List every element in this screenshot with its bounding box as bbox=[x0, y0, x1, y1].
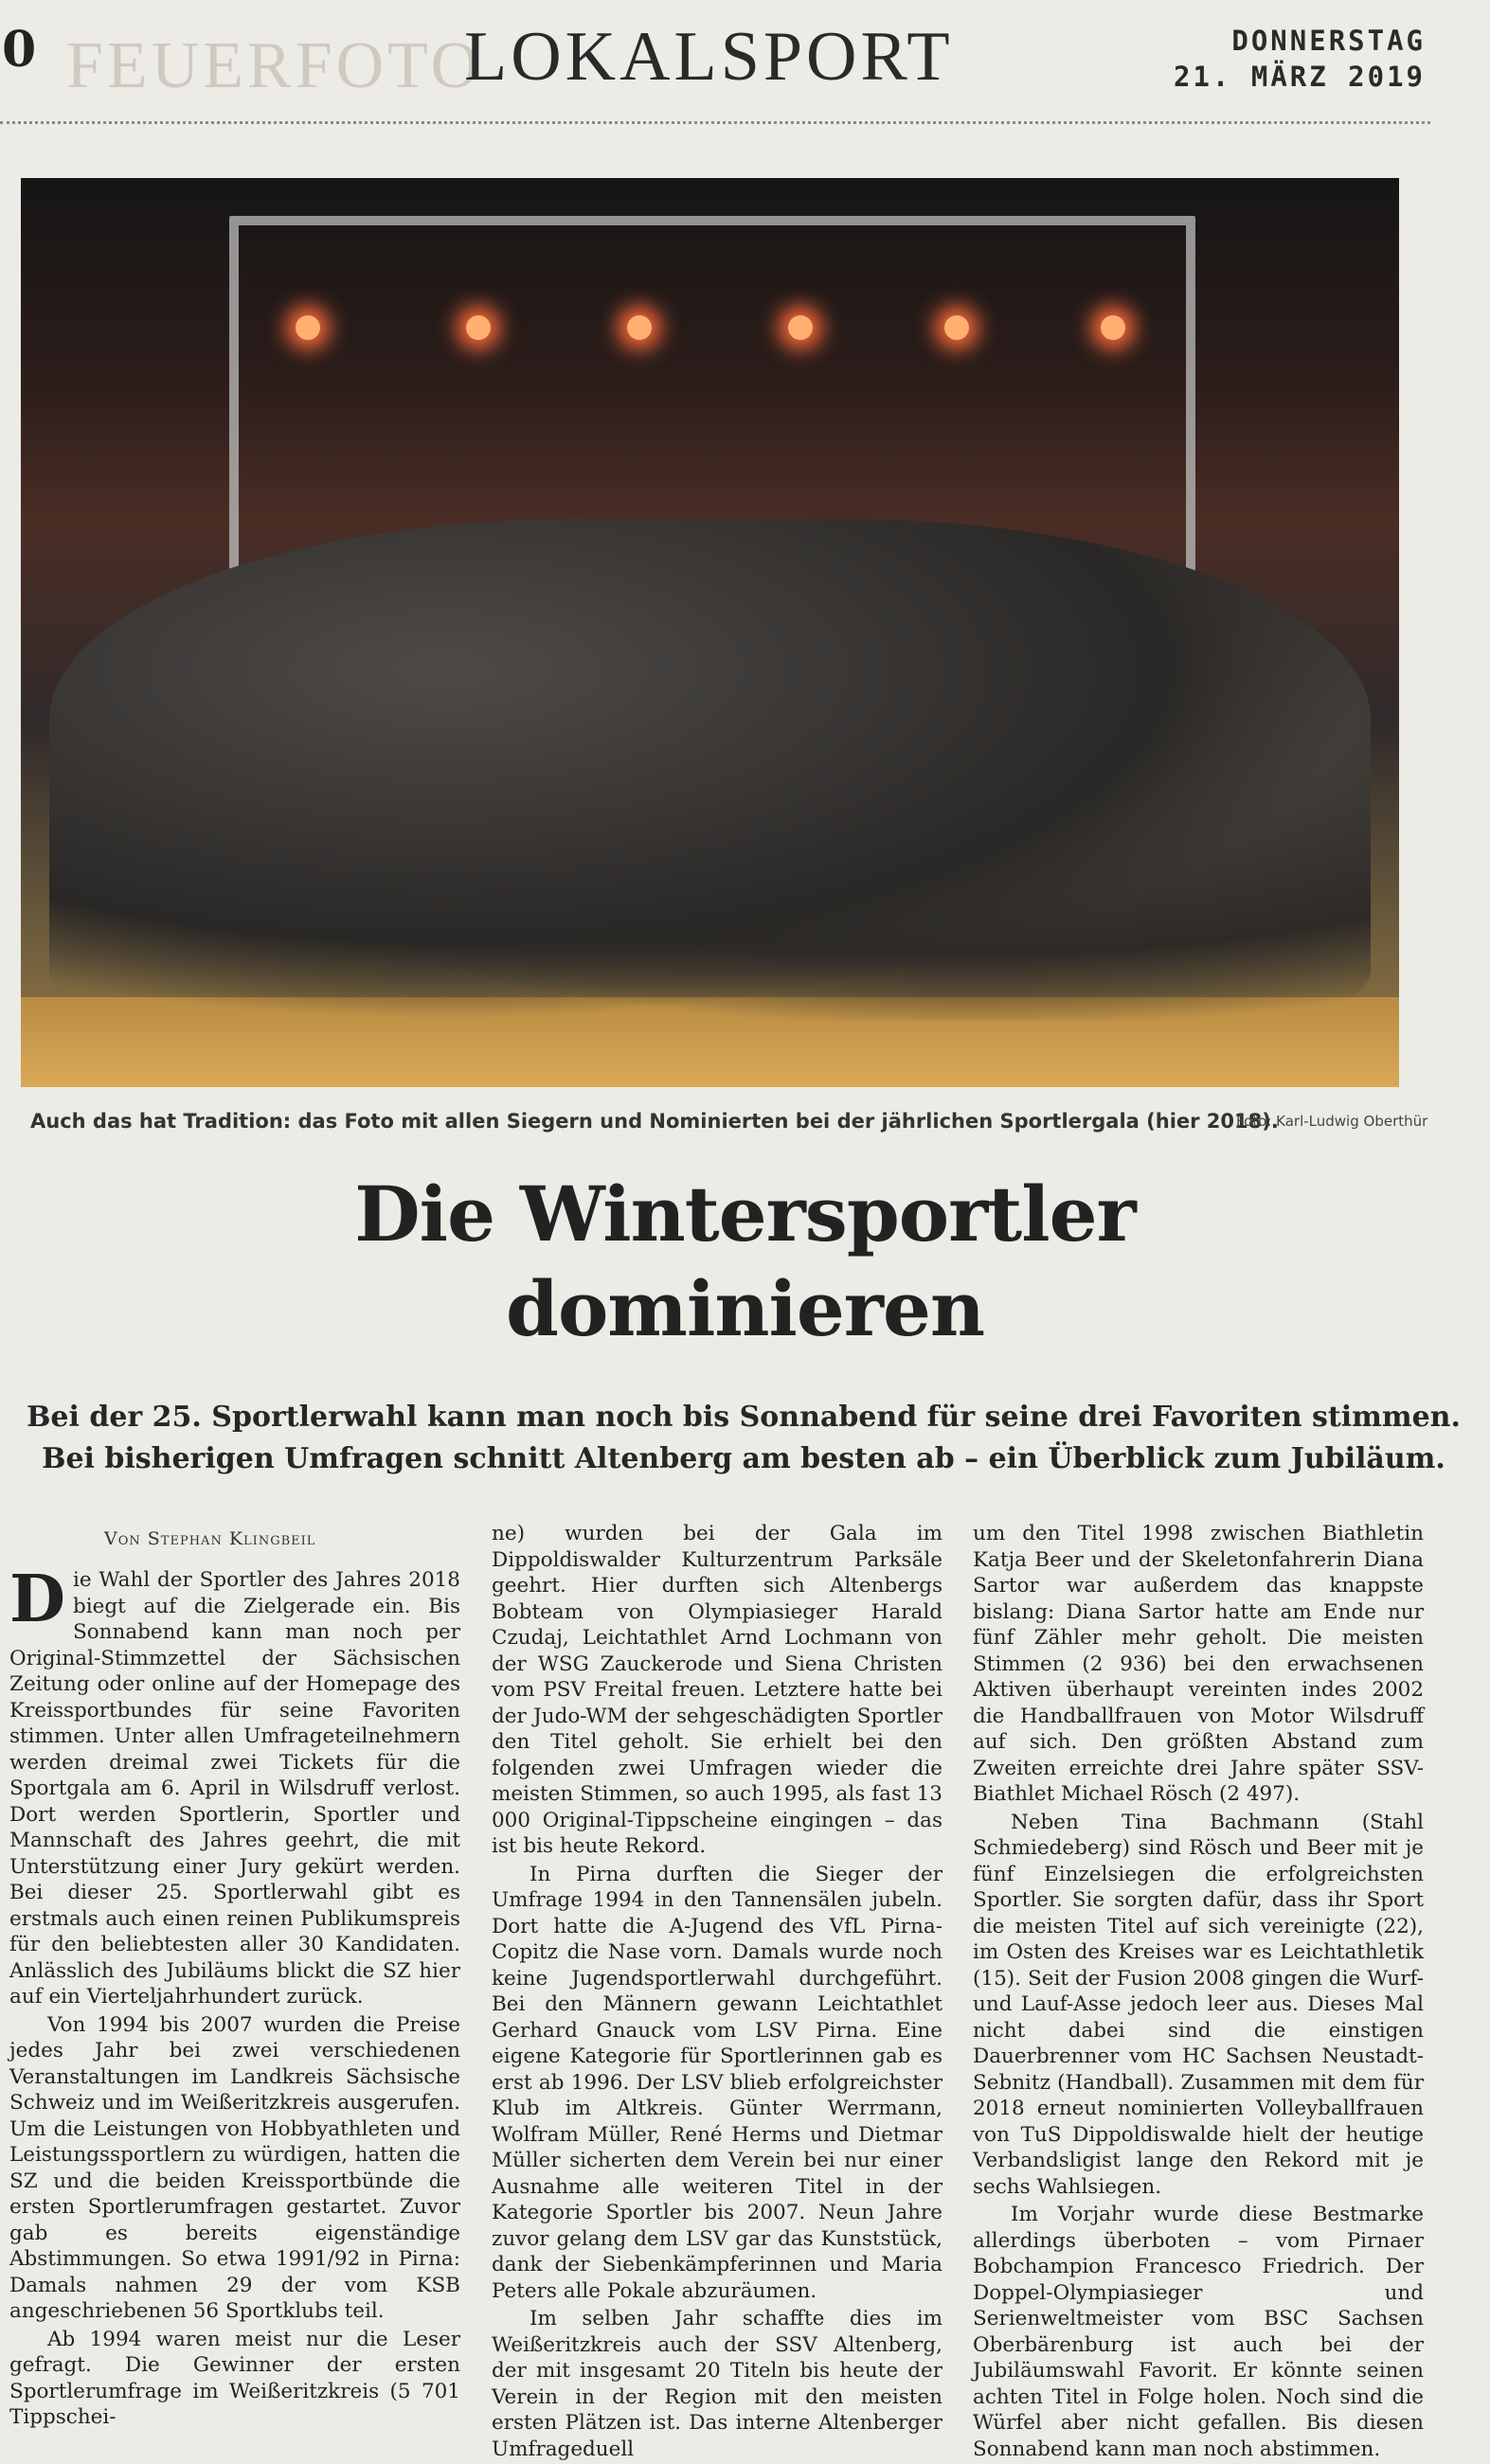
article-column-3 bbox=[973, 1521, 1424, 2464]
paragraph bbox=[9, 1562, 460, 2010]
paragraph: Von 1994 bis 2007 wurden die Preise jedes Jahr bei zwei verschiedenen Veranstaltungen im Landkreis Sächsische Schweiz und im Weißeritzkreis ausgerufen. Um die Leistungen von Hobbyathleten und Leistungssportlern zu würdigen, hatten die SZ und die beiden Kreissportbünde die ersten Sportlerumfragen gestartet. Zuvor gab es bereits eigenständige Abstimmungen. So etwa 1991/92 in Pirna: Damals nahmen 29 der vom KSB angeschriebenen 56 Sportklubs teil. bbox=[9, 2012, 460, 2323]
paragraph: Im selben Jahr schaffte dies im Weißeritzkreis auch der SSV Altenberg, der mit insgesamt 20 Titeln bis heute der Verein in der Region mit den meisten ersten Plätzen ist. Das interne Altenberger Umfrageduell bbox=[492, 2307, 942, 2461]
headline-line: Die Wintersportler bbox=[354, 1170, 1136, 1259]
subhead-line: Bei bisherigen Umfragen schnitt Altenberg am besten ab – ein Überblick zum Jubiläum. bbox=[42, 1442, 1445, 1475]
article-column-1 bbox=[9, 1562, 460, 2433]
section-title: LOKALSPORT bbox=[464, 18, 954, 96]
paragraph: um den Titel 1998 zwischen Biathletin Katja Beer und der Skeletonfahrerin Diana Sartor war außerdem das knappste bislang: Diana Sartor hatte am Ende nur fünf Zähler mehr geholt. Die meisten Stimmen (2 936) bei den erwachsenen Aktiven überhaupt vereinten indes 2002 die Handballfrauen von Motor Wilsdruff auf sich. Den größten Abstand zum Zweiten erreichte drei Jahre später SSV-Biathlet Michael Rösch (2 497). bbox=[973, 1522, 1424, 1806]
stage-light bbox=[944, 315, 969, 340]
paragraph: ne) wurden bei der Gala im Dippoldiswalder Kulturzentrum Parksäle geehrt. Hier durften sich Altenbergs Bobteam von Olympiasieger Harald Czudaj, Leichtathlet Arnd Lochmann von der WSG Zauckerode und Siena Christen vom PSV Freital freuen. Letztere hatte bei der Judo-WM der sehgeschädigten Sportler den Titel geholt. Sie erhielt bei den folgenden zwei Umfragen wieder die meisten Stimmen, so auch 1995, als fast 13 000 Original-Tippscheine eingingen – das ist bis heute Rekord. bbox=[492, 1522, 942, 1858]
stage-light bbox=[1101, 315, 1125, 340]
paragraph: In Pirna durften die Sieger der Umfrage 1994 in den Tannensälen jubeln. Dort hatte die A-Jugend des VfL Pirna-Copitz die Nase vorn. Damals wurde noch keine Jugendsportlerwahl durchgeführt. Bei den Männern gewann Leichtathlet Gerhard Gnauck vom LSV Pirna. Eine eigene Kategorie für Sportlerinnen gab es erst ab 1996. Der LSV blieb erfolgreichster Klub im Altkreis. Günter Werrmann, Wolfram Müller, René Herms und Dietmar Müller sicherten dem Verein bei nur einer Ausnahme alle weiteren Titel in der Kategorie Sportler bis 2007. Neun Jahre zuvor gelang dem LSV gar das Kunststück, dank der Siebenkämpferinnen und Maria Peters alle Pokale abzuräumen. bbox=[492, 1862, 942, 2303]
paragraph: Neben Tina Bachmann (Stahl Schmiedeberg) sind Rösch und Beer mit je fünf Einzelsiegen die erfolgreichsten Sportler. Sie sorgten dafür, dass ihr Sport die meisten Titel auf sich vereinigte (22), im Osten des Kreises war es Leichtathletik (15). Seit der Fusion 2008 gingen die Wurf- und Lauf-Asse jedoch leer aus. Dieses Mal nicht dabei sind die einstigen Dauerbrenner vom HC Sachsen Neustadt-Sebnitz (Handball). Zusammen mit dem für 2018 erneut nominierten Volleyballfrauen von TuS Dippoldiswalde hielt der heutige Verbandsligist lange den Rekord mit je sechs Wahlsiegen. bbox=[973, 1810, 1424, 2199]
photo-caption: Auch das hat Tradition: das Foto mit allen Siegern und Nominierten bei der jährlichen Sportlergala (hier 2018). bbox=[30, 1110, 1279, 1133]
stage-light bbox=[296, 315, 320, 340]
bleed-through-text: FEUERFOTO bbox=[66, 29, 483, 102]
date-block bbox=[1174, 23, 1426, 95]
drop-cap: D bbox=[9, 1562, 65, 1637]
byline: Von Stephan Klingbeil bbox=[104, 1528, 316, 1549]
weekday: DONNERSTAG bbox=[1231, 25, 1426, 57]
photo-credit: Foto: Karl-Ludwig Oberthür bbox=[1236, 1113, 1428, 1130]
headline bbox=[0, 1167, 1490, 1356]
people-group bbox=[49, 519, 1371, 1021]
group-photo bbox=[21, 178, 1399, 1087]
subhead-line: Bei der 25. Sportlerwahl kann man noch bis Sonnabend für seine drei Favoriten stimmen. bbox=[27, 1401, 1461, 1434]
stage-light bbox=[788, 315, 813, 340]
stage-light bbox=[627, 315, 652, 340]
date: 21. MÄRZ 2019 bbox=[1174, 61, 1426, 93]
subheadline bbox=[19, 1397, 1468, 1480]
paragraph: Ab 1994 waren meist nur die Leser gefragt. Die Gewinner der ersten Sportlerumfrage im Weißeritzkreis (5 701 Tippschei- bbox=[9, 2327, 460, 2429]
page-number: 0 bbox=[2, 21, 37, 79]
article-column-2 bbox=[492, 1521, 942, 2464]
headline-line: dominieren bbox=[506, 1264, 984, 1353]
header-divider bbox=[0, 121, 1430, 124]
paragraph: Im Vorjahr wurde diese Bestmarke allerdings überboten – vom Pirnaer Bobchampion Francesco Friedrich. Der Doppel-Olympiasieger und Serienweltmeister vom BSC Sachsen Oberbärenburg ist auch bei der Jubiläumswahl Favorit. Er könnte seinen achten Titel in Folge holen. Noch sind die Würfel aber nicht gefallen. Bis diesen Sonnabend kann man noch abstimmen. bbox=[973, 2203, 1424, 2461]
paragraph-text: ie Wahl der Sportler des Jahres 2018 biegt auf die Zielgerade ein. Bis Sonnabend kann man noch per Original-Stimmzettel der Sächsischen Zeitung oder online auf der Homepage des Kreissportbundes für seine Favoriten stimmen. Unter allen Umfrageteilnehmern werden dreimal zwei Tickets für die Sportgala am 6. April in Wilsdruff verlost. Dort werden Sportlerin, Sportler und Mannschaft des Jahres geehrt, die mit Unterstützung einer Jury gekürt werden. Bei dieser 25. Sportlerwahl gibt es erstmals auch einen reinen Publikumspreis für den beliebtesten aller 30 Kandidaten. Anlässlich des Jubiläums blickt die SZ hier auf ein Vierteljahrhundert zurück. bbox=[9, 1568, 460, 2009]
stage-light bbox=[466, 315, 491, 340]
